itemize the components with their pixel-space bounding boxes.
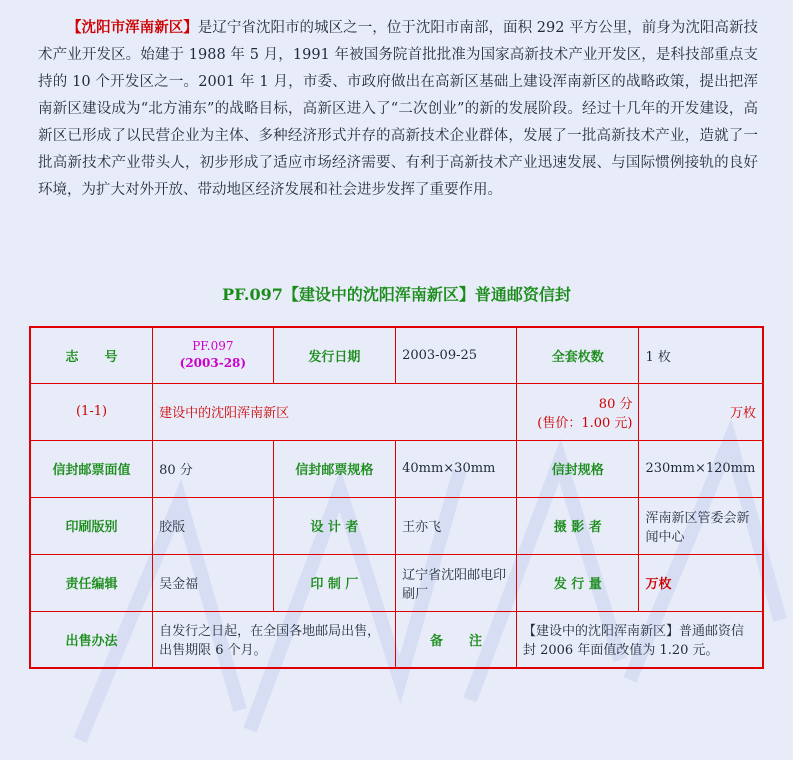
stamp-code (153, 327, 274, 383)
table-row (30, 440, 763, 497)
item-quantity: 万枚 (639, 383, 763, 440)
table-row (30, 383, 763, 440)
editor: 吴金福 (153, 554, 274, 611)
table-row (30, 611, 763, 668)
volume: 万枚 (639, 554, 763, 611)
stamp-info-table (29, 326, 764, 669)
item-number: (1-1) (30, 383, 153, 440)
item-face: 80 分 (598, 396, 633, 412)
label-print-method: 印刷版别 (30, 497, 153, 554)
label-photographer: 摄 影 者 (516, 497, 639, 554)
envelope-size: 230mm×120mm (639, 440, 763, 497)
table-row (30, 554, 763, 611)
item-name: 建设中的沈阳浑南新区 (153, 383, 517, 440)
photographer: 浑南新区管委会新闻中心 (639, 497, 763, 554)
label-zhihao: 志 号 (30, 327, 153, 383)
designer: 王亦飞 (396, 497, 517, 554)
label-printer: 印 制 厂 (273, 554, 395, 611)
intro-body: 是辽宁省沈阳市的城区之一，位于沈阳市南部，面积 292 平方公里，前身为沈阳高新技术产业开发区。始建于 1988 年 5 月，1991 年被国务院首批批准为国家高新技术产业开发区，是科技部重点支持的 10 个开发区之一。2001 年 1 月，市委、市政府做出在高新区基础上建设浑南新区的战略政策，提出把浑南新区建设成为“北方浦东”的战略目标，高新区进入了“二次创业”的新的发展阶段。经过十几年的开发建设，高新区已形成了以民营企业为主体、多种经济形式并存的高新技术企业群体，发展了一批高新技术产业，造就了一批高新技术产业带头人，初步形成了适应市场经济需要、有利于高新技术产业迅速发展、与国际惯例接轨的良好环境，为扩大对外开放、带动地区经济发展和社会进步发挥了重要作用。 (38, 20, 758, 198)
label-designer: 设 计 者 (273, 497, 395, 554)
label-sale-method: 出售办法 (30, 611, 153, 668)
sale-method: 自发行之日起，在全国各地邮局出售，出售期限 6 个月。 (153, 611, 396, 668)
label-volume: 发 行 量 (516, 554, 639, 611)
label-stamp-size: 信封邮票规格 (273, 440, 395, 497)
label-editor: 责任编辑 (30, 554, 153, 611)
note: 【建设中的沈阳浑南新区】普通邮资信封 2006 年面值改值为 1.20 元。 (516, 611, 763, 668)
stamp-code-line2: (2003-28) (179, 356, 247, 371)
set-count: 1 枚 (639, 327, 763, 383)
envelope-title: PF.097【建设中的沈阳浑南新区】普通邮资信封 (222, 285, 571, 304)
table-row (30, 497, 763, 554)
print-method: 胶版 (153, 497, 274, 554)
label-issue-date: 发行日期 (273, 327, 395, 383)
intro-lead: 【沈阳市浑南新区】 (67, 19, 198, 36)
printer: 辽宁省沈阳邮电印刷厂 (396, 554, 517, 611)
label-envelope-size: 信封规格 (516, 440, 639, 497)
stamp-size: 40mm×30mm (396, 440, 517, 497)
item-face-price (516, 383, 639, 440)
label-note: 备 注 (396, 611, 517, 668)
issue-date: 2003-09-25 (396, 327, 517, 383)
label-set-count: 全套枚数 (516, 327, 639, 383)
intro-paragraph (38, 14, 758, 204)
label-face-value: 信封邮票面值 (30, 440, 153, 497)
table-row (30, 327, 763, 383)
stamp-code-line1: PF.097 (192, 339, 234, 354)
face-value: 80 分 (153, 440, 274, 497)
item-price: (售价：1.00 元) (537, 415, 633, 431)
